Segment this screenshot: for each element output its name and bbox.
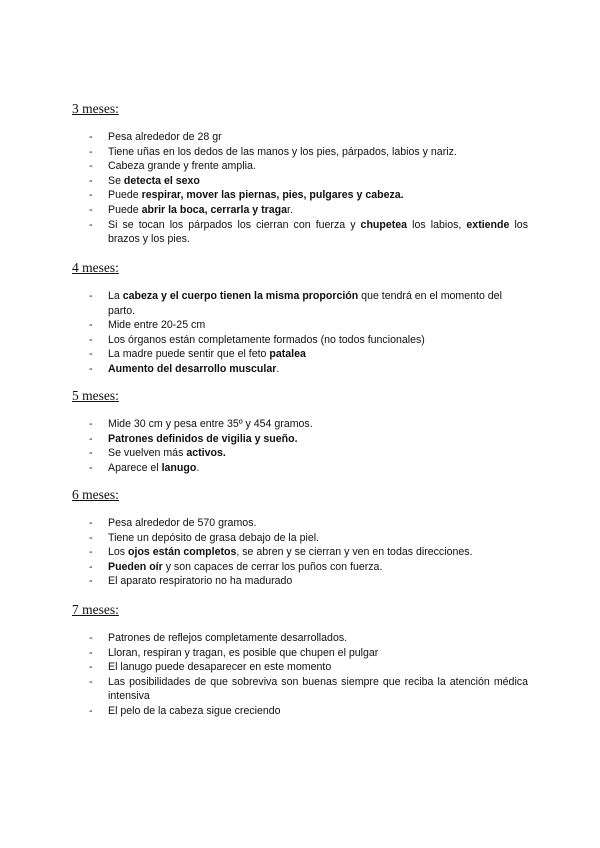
text-run: que tendrá en el momento del parto. (108, 290, 502, 317)
bold-text: detecta el sexo (123, 174, 200, 187)
text-run: Puede (108, 203, 142, 216)
bullet-list (72, 417, 528, 475)
list-item (72, 130, 528, 145)
text-run: El pelo de la cabeza sigue creciendo (108, 704, 281, 717)
bullet-list (72, 289, 528, 377)
bullet-list (72, 631, 528, 719)
list-item (72, 446, 528, 461)
text-run: Se (108, 174, 124, 187)
text-run: Pesa alrededor de 28 gr (108, 131, 222, 143)
text-run: Tiene un depósito de grasa debajo de la piel. (108, 531, 320, 544)
section-heading: 7 meses: (72, 602, 119, 617)
heading-text: 7 meses (72, 602, 116, 617)
text-run: Mide entre 20-25 cm (108, 319, 206, 332)
list-item (72, 289, 528, 318)
list-item (72, 218, 528, 247)
list-item (72, 174, 528, 189)
text-run: Tiene uñas en los dedos de las manos y los pies, párpados, labios y nariz. (108, 145, 457, 158)
bold-text: abrir la boca, cerrarla y traga (141, 203, 288, 216)
bold-text: Patrones definidos de vigilia y sueño. (108, 432, 298, 445)
text-run: los labios, (407, 218, 467, 231)
list-item (72, 159, 528, 174)
list-item (72, 362, 528, 377)
bullet-list (72, 516, 528, 589)
text-run: . (276, 362, 280, 375)
list-item (72, 660, 528, 675)
text-run: y son capaces de cerrar los puños con fuerza. (162, 560, 383, 573)
text-run: Patrones de reflejos completamente desarrollados. (108, 632, 348, 644)
text-run: El lanugo puede desaparecer en este momento (108, 661, 332, 674)
list-item (72, 631, 528, 646)
section-heading: 5 meses: (72, 388, 119, 403)
section-6-meses (72, 486, 528, 589)
text-run: , se abren y se cierran y ven en todas direcciones. (236, 546, 473, 559)
list-item (72, 646, 528, 661)
text-run: Puede (108, 189, 142, 202)
text-run: Aparece el (108, 461, 162, 474)
text-run: La (108, 290, 123, 302)
bold-text: extiende (466, 218, 510, 231)
bold-text: Aumento del desarrollo muscular (108, 362, 277, 375)
section-7-meses (72, 601, 528, 719)
bold-text: patalea (269, 348, 306, 361)
list-item (72, 704, 528, 719)
list-item (72, 545, 528, 560)
list-item (72, 516, 528, 531)
text-run: r. (287, 203, 293, 216)
bold-text: cabeza y el cuerpo tienen la misma proporción (122, 290, 359, 302)
list-item (72, 675, 528, 704)
bold-text: ojos están completos (128, 546, 237, 559)
text-run: Se vuelven más (108, 447, 187, 460)
list-item (72, 145, 528, 160)
heading-text: 5 meses (72, 388, 116, 403)
heading-text: 3 meses (72, 101, 116, 116)
bold-text: Pueden oír (108, 560, 163, 573)
bold-text: lanugo (161, 461, 197, 474)
text-run: Los (108, 546, 129, 559)
text-run: Si se tocan los párpados los cierran con fuerza y (108, 218, 361, 231)
text-run: La madre puede sentir que el feto (108, 348, 270, 361)
list-item (72, 531, 528, 546)
bold-text: respirar, mover las piernas, pies, pulgares y cabeza. (141, 189, 404, 202)
bold-text: chupetea (360, 218, 408, 231)
bullet-list (72, 130, 528, 247)
section-heading: 3 meses: (72, 101, 119, 116)
list-item (72, 432, 528, 447)
list-item (72, 203, 528, 218)
list-item (72, 347, 528, 362)
heading-text: 4 meses (72, 260, 116, 275)
list-item (72, 574, 528, 589)
section-3-meses (72, 100, 528, 247)
text-run: Los órganos están completamente formados (no todos funcionales) (108, 333, 425, 346)
text-run: Pesa alrededor de 570 gramos. (108, 517, 257, 529)
list-item (72, 461, 528, 476)
bold-text: activos. (186, 447, 226, 460)
section-heading: 4 meses: (72, 260, 119, 275)
text-run: Cabeza grande y frente amplia. (108, 160, 256, 173)
heading-text: 6 meses (72, 487, 116, 502)
text-run: Mide 30 cm y pesa entre 35º y 454 gramos. (108, 418, 313, 430)
list-item (72, 318, 528, 333)
text-run: . (196, 461, 200, 474)
section-4-meses (72, 259, 528, 377)
section-heading: 6 meses: (72, 487, 119, 502)
text-run: los brazos y los pies. (108, 218, 528, 246)
text-run: Lloran, respiran y tragan, es posible que chupen el pulgar (108, 646, 379, 659)
list-item (72, 560, 528, 575)
list-item (72, 188, 528, 203)
text-run: El aparato respiratorio no ha madurado (108, 575, 293, 588)
section-5-meses (72, 387, 528, 475)
list-item (72, 333, 528, 348)
text-run: Las posibilidades de que sobreviva son buenas siempre que reciba la atención médica intensiva (108, 675, 528, 703)
list-item (72, 417, 528, 432)
